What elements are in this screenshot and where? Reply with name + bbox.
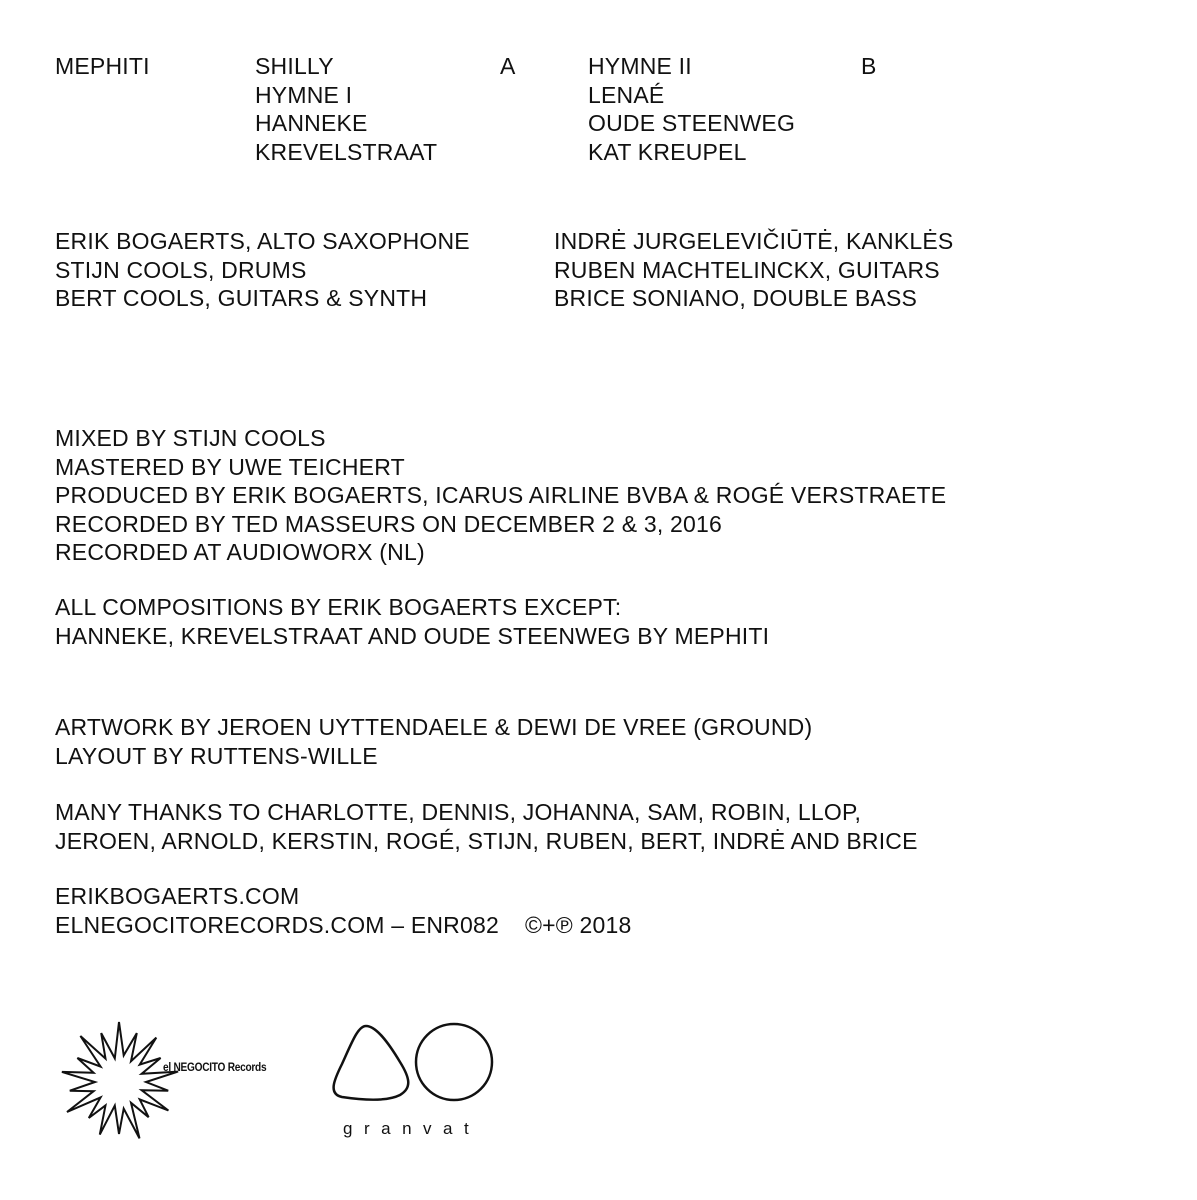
thanks-line: MANY THANKS TO CHARLOTTE, DENNIS, JOHANNA, SAM, ROBIN, LLOP, xyxy=(55,799,862,825)
website-link: ERIKBOGAERTS.COM xyxy=(55,883,300,909)
track-title: KAT KREUPEL xyxy=(588,138,747,165)
track-title: KREVELSTRAAT xyxy=(255,138,438,165)
composition-credits xyxy=(55,593,769,650)
musician-credit: BERT COOLS, GUITARS & SYNTH xyxy=(55,285,428,312)
track-title: HYMNE II xyxy=(588,53,692,79)
track-title: HYMNE I xyxy=(255,81,353,108)
musician-credit: STIJN COOLS, DRUMS xyxy=(55,256,307,283)
musicians-list-right xyxy=(554,227,953,313)
circle-shape xyxy=(416,1024,492,1100)
credit-line: MASTERED BY UWE TEICHERT xyxy=(55,453,405,480)
granvat-logo xyxy=(328,1020,503,1111)
artist-name: MEPHITI xyxy=(55,53,150,79)
side-b-tracklist xyxy=(588,52,795,166)
credit-line: PRODUCED BY ERIK BOGAERTS, ICARUS AIRLINE BVBA & ROGÉ VERSTRAETE xyxy=(55,482,947,509)
label-website-link: ELNEGOCITORECORDS.COM – ENR082 xyxy=(55,911,499,938)
credit-line: RECORDED BY TED MASSEURS ON DECEMBER 2 & 3, 2016 xyxy=(55,510,722,537)
musician-credit: BRICE SONIANO, DOUBLE BASS xyxy=(554,285,918,312)
granvat-label-name: granvat xyxy=(343,1119,481,1138)
musician-credit: RUBEN MACHTELINCKX, GUITARS xyxy=(554,256,940,283)
track-title: OUDE STEENWEG xyxy=(588,110,796,137)
track-title: LENAÉ xyxy=(588,81,665,108)
musician-credit: INDRĖ JURGELEVIČIŪTĖ, KANKLĖS xyxy=(554,228,954,254)
credit-line: MIXED BY STIJN COOLS xyxy=(55,425,326,451)
label-catalog-line xyxy=(55,911,631,940)
starburst-icon xyxy=(55,1020,185,1145)
artwork-credits xyxy=(55,713,812,770)
side-a-label: A xyxy=(500,53,516,79)
credit-line: LAYOUT BY RUTTENS-WILLE xyxy=(55,742,378,769)
el-negocito-logo xyxy=(55,1020,185,1151)
thanks-section xyxy=(55,798,918,855)
track-title: HANNEKE xyxy=(255,110,368,137)
copyright-notice: ©+℗ 2018 xyxy=(524,911,632,938)
links-section xyxy=(55,882,631,939)
side-b-label: B xyxy=(861,53,877,79)
side-a-tracklist xyxy=(255,52,437,166)
credit-line: RECORDED AT AUDIOWORX (NL) xyxy=(55,539,425,566)
el-negocito-label-name: el NEGOCITO Records xyxy=(163,1062,267,1074)
granvat-shapes-icon xyxy=(328,1020,503,1105)
credit-line: ALL COMPOSITIONS BY ERIK BOGAERTS EXCEPT: xyxy=(55,594,622,620)
musician-credit: ERIK BOGAERTS, ALTO SAXOPHONE xyxy=(55,228,470,254)
rounded-triangle-shape xyxy=(334,1026,409,1100)
musicians-list-left xyxy=(55,227,470,313)
credit-line: ARTWORK BY JEROEN UYTTENDAELE & DEWI DE VREE (GROUND) xyxy=(55,714,813,740)
track-title: SHILLY xyxy=(255,53,334,79)
thanks-line: JEROEN, ARNOLD, KERSTIN, ROGÉ, STIJN, RUBEN, BERT, INDRĖ AND BRICE xyxy=(55,827,918,854)
production-credits xyxy=(55,424,946,567)
credit-line: HANNEKE, KREVELSTRAAT AND OUDE STEENWEG BY MEPHITI xyxy=(55,622,770,649)
